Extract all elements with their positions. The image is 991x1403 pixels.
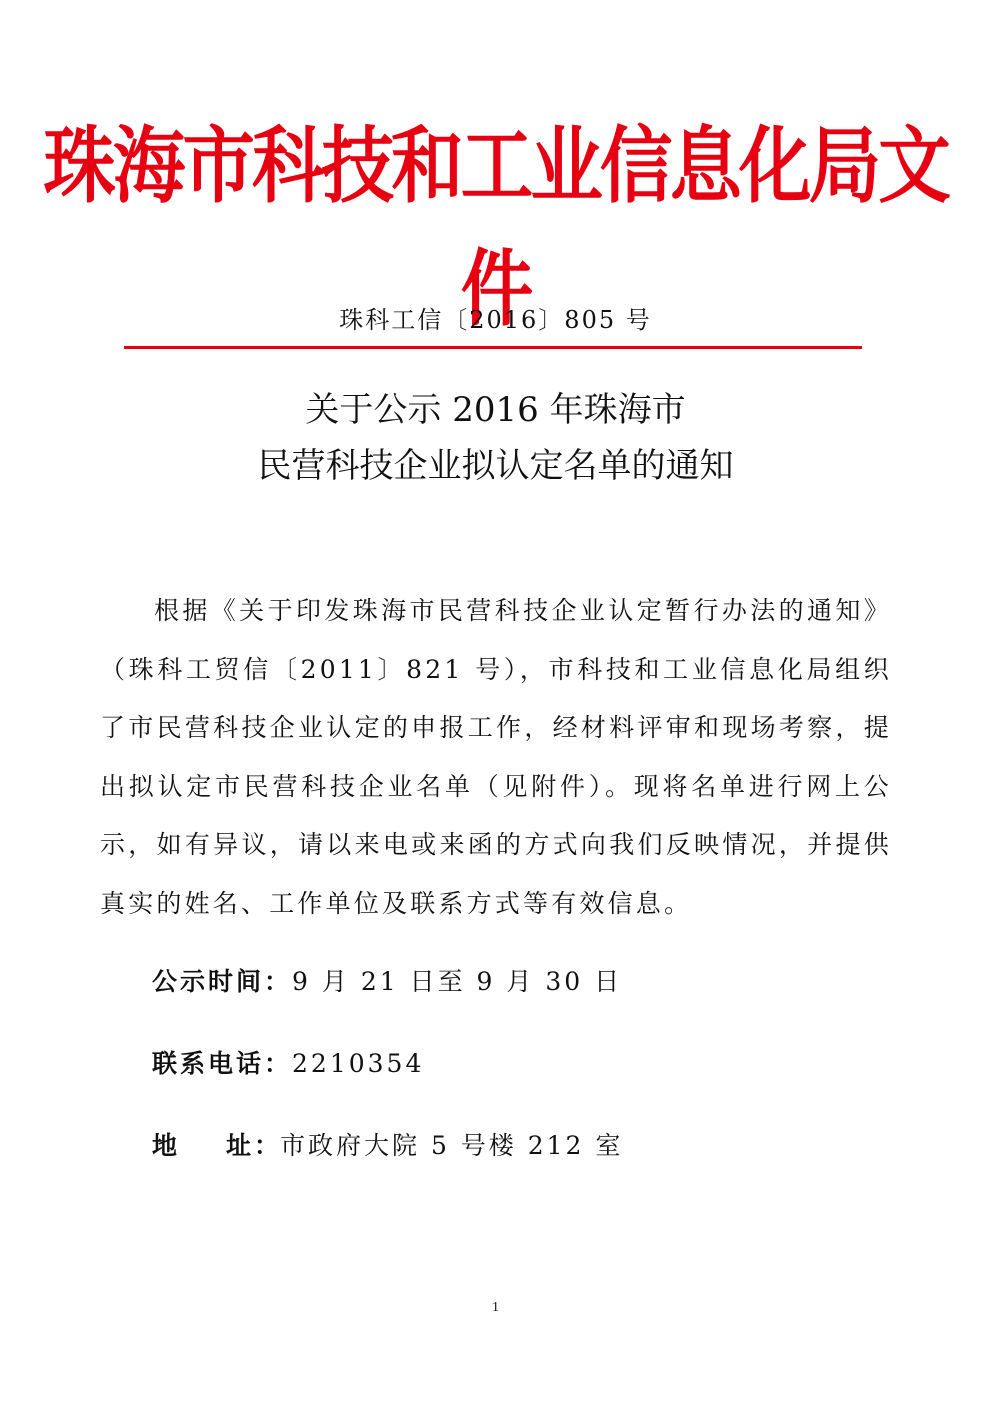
announcement-period-label: 公示时间： [152, 967, 293, 996]
contact-address [152, 1126, 623, 1166]
address-label-char-1: 地 [152, 1131, 181, 1160]
announcement-period-value: 9 月 21 日至 9 月 30 日 [292, 967, 623, 996]
title-line-2: 民营科技企业拟认定名单的通知 [257, 446, 734, 486]
contact-phone-value: 2210354 [292, 1049, 425, 1078]
document-number: 珠科工信〔2016〕805 号 [339, 306, 652, 334]
page-number: 1 [492, 1300, 499, 1315]
red-divider-line [124, 346, 862, 349]
announcement-period [152, 962, 622, 1002]
body-paragraph: 根据《关于印发珠海市民营科技企业认定暂行办法的通知》（珠科工贸信〔2011〕821 号），市科技和工业信息化局组织了市民营科技企业认定的申报工作，经材料评审和现场考察，提出拟认定市民营科技企业名单（见附件）。现将名单进行网上公示，如有异议，请以来电或来函的方式向我们反映情况，并提供真实的姓名、工作单位及联系方式等有效信息。 [100, 596, 892, 918]
contact-address-value: 市政府大院 5 号楼 212 室 [280, 1131, 624, 1160]
document-masthead: 珠海市科技和工业信息化局文件 [43, 118, 948, 338]
contact-address-label [152, 1126, 283, 1166]
title-line-1: 关于公示 2016 年珠海市 [305, 390, 686, 430]
contact-phone-label: 联系电话： [152, 1049, 293, 1078]
address-label-char-2: 址： [226, 1131, 283, 1160]
document-title [0, 382, 991, 494]
contact-phone [152, 1044, 424, 1084]
